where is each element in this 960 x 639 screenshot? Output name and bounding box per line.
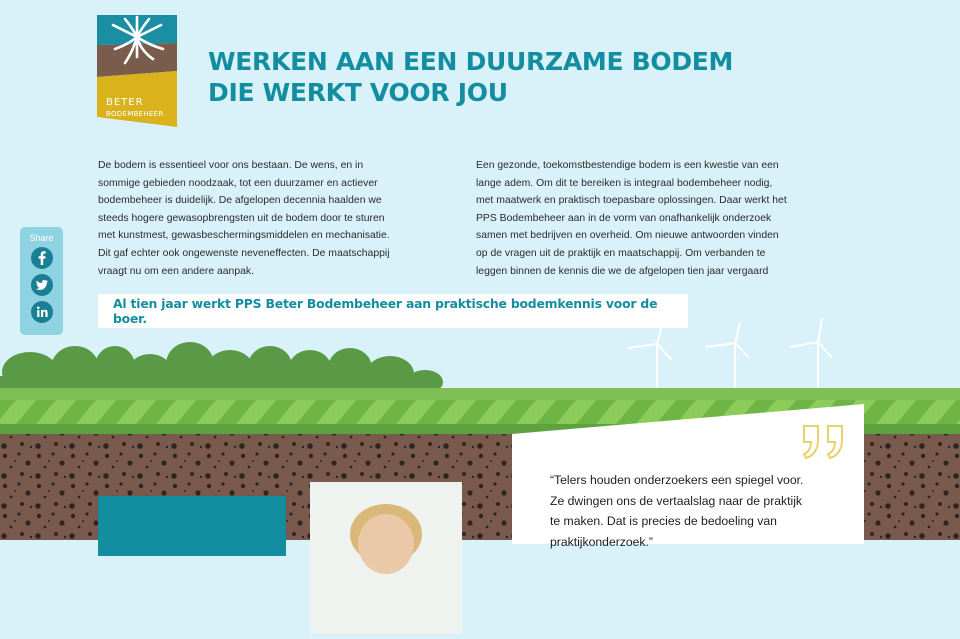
wind-turbines xyxy=(628,318,832,396)
page-title-line-2: DIE WERKT VOOR JOU xyxy=(208,78,508,107)
tree-line xyxy=(0,342,443,394)
intro-right-line: samen met bedrijven en overheid. Om nieuwe antwoorden vinden xyxy=(476,230,779,242)
teal-info-box xyxy=(98,496,286,556)
share-label: Share xyxy=(29,233,54,243)
intro-right-column xyxy=(476,157,836,280)
intro-left-line: Dit gaf echter ook ongewenste neveneffecten. De maatschappij xyxy=(98,247,390,259)
quote-line: te maken. Dat is precies de bedoeling van xyxy=(550,514,777,528)
intro-right-line: op de vragen uit de praktijk en maatschappij. Om verbanden te xyxy=(476,247,766,259)
intro-right-line: met maatwerk en praktisch toepasbare oplossingen. Daar werkt het xyxy=(476,195,787,207)
intro-left-line: steeds hogere gewasopbrengsten uit de bodem door te sturen xyxy=(98,212,385,224)
quote-line: praktijkonderzoek.” xyxy=(550,534,653,549)
intro-right-line: Een gezonde, toekomstbestendige bodem is een kwestie van een xyxy=(476,160,779,171)
intro-left-line: bodembeheer is duidelijk. De afgelopen decennia haalden we xyxy=(98,195,382,207)
quote-mark-icon xyxy=(800,424,850,460)
intro-left-line: De bodem is essentieel voor ons bestaan. De wens, en in xyxy=(98,160,364,171)
share-facebook-button[interactable] xyxy=(31,247,53,269)
highlight-banner: Al tien jaar werkt PPS Beter Bodembeheer aan praktische bodemkennis voor de boer. xyxy=(98,294,688,328)
logo-text-bodembeheer: BODEMBEHEER xyxy=(106,110,164,118)
twitter-icon xyxy=(31,274,53,296)
person-portrait-icon xyxy=(310,482,462,634)
portrait-photo xyxy=(310,482,462,634)
intro-left-line: met kunstmest, gewasbeschermingsmiddelen en mechanisatie. xyxy=(98,230,390,242)
page-title xyxy=(208,46,768,108)
logo-text-beter: BETER xyxy=(106,97,144,108)
quote-line: “Telers houden onderzoekers een spiegel voor. xyxy=(550,473,804,487)
quote-line: Ze dwingen ons de vertaalslag naar de praktijk xyxy=(550,493,803,508)
page-title-line-1: WERKEN AAN EEN DUURZAME BODEM xyxy=(208,47,734,76)
share-twitter-button[interactable] xyxy=(31,274,53,296)
intro-right-line: PPS Bodembeheer aan in de vorm van onafhankelijk onderzoek xyxy=(476,212,772,224)
intro-left-column xyxy=(98,157,398,280)
intro-right-line: lange adem. Om dit te bereiken is integraal bodembeheer nodig, xyxy=(476,177,773,189)
intro-left-line: vraagt nu om een andere aanpak. xyxy=(98,265,254,277)
intro-left-line: sommige gebieden noodzaak, tot een duurzamer en actiever xyxy=(98,177,378,189)
intro-right-line: leggen binnen de kennis die we de afgelopen tien jaar vergaard xyxy=(476,265,769,277)
facebook-icon xyxy=(31,247,53,269)
beter-bodembeheer-logo[interactable] xyxy=(97,15,177,127)
quote-text xyxy=(550,470,850,552)
